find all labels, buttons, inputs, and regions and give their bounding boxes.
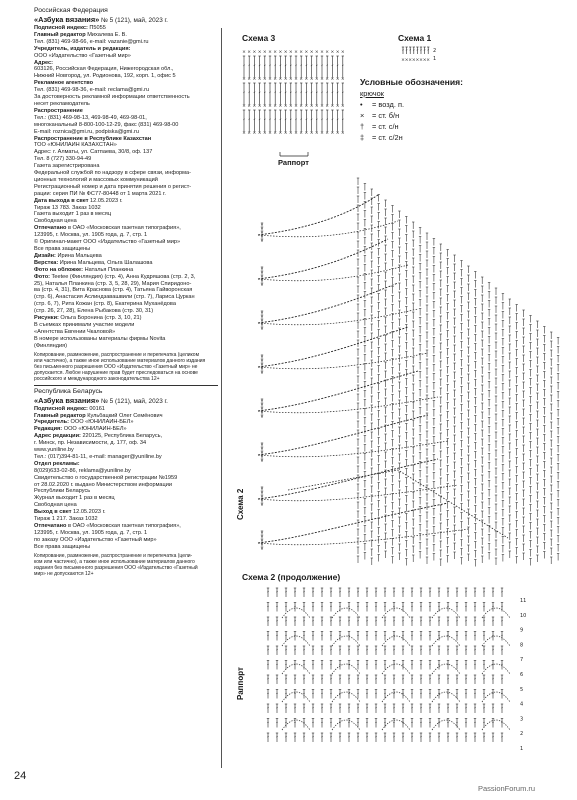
sc-mark: × xyxy=(252,131,257,136)
sc-mark: × xyxy=(304,50,309,55)
sc-mark: × xyxy=(304,77,309,82)
imprint-line: Тираж 13 783. Заказ 1032 xyxy=(34,204,101,211)
imprint-line: Адрес редакции: 220125, Республика Беларусь, xyxy=(34,433,163,440)
legend-symbol: × xyxy=(360,111,365,120)
copyright-line: мир» не допускаются 12+ xyxy=(34,570,94,577)
sc-mark: × xyxy=(330,104,335,109)
imprint-line: Главный редактор Кульбацкий Олег Семёнович xyxy=(34,412,163,419)
legend-symbol: • xyxy=(360,100,363,109)
lace-arc xyxy=(382,608,410,618)
sc-mark: × xyxy=(242,104,246,109)
row-number: 9 xyxy=(520,627,524,634)
sc-mark: × xyxy=(268,104,272,109)
sc-mark: × xyxy=(288,77,293,82)
row-number: 3 xyxy=(520,716,524,723)
sc-mark: × xyxy=(257,131,262,136)
legend-subtitle: крючок xyxy=(360,89,384,98)
imprint-line: Газета зарегистрирована xyxy=(34,163,100,170)
lace-arc xyxy=(432,664,460,674)
sc-mark: × xyxy=(247,104,252,109)
lace-arc xyxy=(332,664,360,674)
sc-mark: × xyxy=(320,50,324,55)
sc-mark: × xyxy=(299,50,304,55)
lace-arc xyxy=(258,283,398,323)
sc-mark: × xyxy=(314,131,319,136)
sc-mark: × xyxy=(299,131,304,136)
legend-text: = возд. п. xyxy=(370,100,404,109)
sc-mark: × xyxy=(330,131,335,136)
imprint-line: Распространение xyxy=(34,107,83,114)
legend-text: = ст. б/н xyxy=(370,111,400,120)
imprint-line: ва (стр. 4, 31), Вита Краснова (стр. 4), Татьяна Гайворонская xyxy=(34,287,193,294)
imprint-line: Отпечатано в ОАО «Московская газетная типография», xyxy=(34,523,181,529)
imprint-line: (стр. 6, 7), Рита Кожан (стр. 8), Екатерина Муханёдова xyxy=(34,301,176,308)
lace-arc xyxy=(482,608,510,618)
imprint-line: Рекламное агентство xyxy=(34,80,94,87)
lace-arc xyxy=(432,692,460,702)
sc-mark: × xyxy=(325,104,330,109)
imprint-line: многоканальный 8-800-100-12-29, факс (831) 469-98-00 xyxy=(34,121,179,128)
sc-mark: × xyxy=(257,50,262,55)
sc-mark: × xyxy=(278,131,283,136)
copyright-line: российского и международного законодательства 12+ xyxy=(34,375,160,382)
imprint-ru-lines xyxy=(34,25,218,350)
sc-mark: × xyxy=(273,104,278,109)
repeat-label-side: Раппорт xyxy=(236,667,245,700)
imprint-line: (стр. 6), Анастасия Аслиндзавашвили (стр. 7), Лариса Цуркан xyxy=(34,294,195,301)
sc-mark: × xyxy=(268,77,272,82)
row-number: 10 xyxy=(520,612,527,619)
sc-mark: × xyxy=(426,58,431,63)
scheme1-title: Схема 1 xyxy=(398,33,432,43)
sc-mark: × xyxy=(278,50,283,55)
sc-mark: × xyxy=(257,77,262,82)
sc-mark: × xyxy=(401,58,405,63)
sc-mark: × xyxy=(340,104,345,109)
sc-mark: × xyxy=(262,50,267,55)
copyright-by xyxy=(34,553,218,577)
sc-mark: × xyxy=(252,77,257,82)
imprint-line: Республики Беларусь xyxy=(34,488,91,495)
imprint-line: 123995, г. Москва, ул. 1905 года, д. 7, стр. 1 xyxy=(34,529,148,536)
copyright-ru xyxy=(34,352,218,382)
imprint-line: Отпечатано в ОАО «Московская газетная типография», xyxy=(34,225,181,232)
imprint-line: За достоверность рекламной информации ответственность xyxy=(34,94,190,101)
scheme3-title: Схема 3 xyxy=(242,33,276,43)
legend-title: Условные обозначения: xyxy=(360,77,463,87)
legend xyxy=(360,77,463,143)
sc-mark: × xyxy=(278,104,283,109)
sc-mark: × xyxy=(304,131,309,136)
sc-mark: × xyxy=(294,104,298,109)
imprint-line: Тел. (831) 469-98-66, e-mail: vazanie@gmi.ru xyxy=(34,38,149,45)
lace-arc xyxy=(382,636,410,646)
imprint-line: (Финляндия) xyxy=(34,342,67,349)
imprint-line: Свободная цена xyxy=(34,218,77,225)
sc-mark: × xyxy=(288,104,293,109)
lace-arc xyxy=(382,720,410,730)
lace-arc xyxy=(258,353,428,369)
sc-mark: × xyxy=(247,77,252,82)
sc-mark: × xyxy=(283,50,288,55)
imprint-line: Рисунки: Ольга Боронина (стр. 3, 10, 21) xyxy=(34,315,142,322)
lace-arc xyxy=(258,397,438,413)
imprint-line: Учредитель, издатель и редакция: xyxy=(34,45,131,52)
imprint-line: Дата выхода в свет 12.05.2023 г. xyxy=(34,197,123,204)
row-number: 1 xyxy=(433,56,437,62)
sc-mark: × xyxy=(314,77,319,82)
lace-arc xyxy=(482,720,510,730)
imprint-column xyxy=(34,6,218,577)
row-number: 6 xyxy=(520,672,524,678)
country-belarus: Республика Беларусь xyxy=(34,387,103,395)
imprint-line: ООО «Издательство «Газетный мир» xyxy=(34,52,131,59)
sc-mark: × xyxy=(283,104,288,109)
sc-mark: × xyxy=(404,58,409,63)
row-number: 4 xyxy=(520,701,524,708)
imprint-line: Фото: Teetee (Финляндия) (стр. 4), Анна Кудряшова (стр. 2, 3, xyxy=(34,273,196,280)
legend-item xyxy=(360,132,463,143)
imprint-line: Тел.: (017)394-81-11, e-mail: manager@yuniline.by xyxy=(34,453,162,460)
imprint-line: Все права защищены xyxy=(34,246,91,252)
imprint-line: несет рекламодатель xyxy=(34,100,90,107)
sc-mark: × xyxy=(268,50,272,55)
sc-mark: × xyxy=(320,77,324,82)
copyright-line: допускается. Любое нарушение прав будет преследоваться на основе xyxy=(34,369,198,376)
imprint-line: Тел. 8 (727) 330-94-49 xyxy=(34,156,92,163)
sc-mark: × xyxy=(335,104,340,109)
sc-mark: × xyxy=(299,104,304,109)
imprint-by-lines xyxy=(34,406,218,551)
sc-mark: × xyxy=(288,50,293,55)
sc-mark: × xyxy=(294,131,298,136)
scheme1-chart xyxy=(398,44,438,70)
sc-mark: × xyxy=(283,131,288,136)
lace-arc xyxy=(482,692,510,702)
sc-mark: × xyxy=(325,50,330,55)
sc-mark: × xyxy=(309,50,314,55)
lace-arc xyxy=(258,529,468,545)
lace-arc xyxy=(332,636,360,646)
imprint-line: Фото на обложке: Наталья Планкина xyxy=(34,266,134,273)
imprint-line: Регистрационный номер и дата принятия решения о регист- xyxy=(34,183,192,190)
imprint-line: Тел.: (831) 469-98-13, 469-98-49, 469-98-01, xyxy=(34,114,147,121)
row-number: 8 xyxy=(520,642,524,649)
lace-arc xyxy=(332,720,360,730)
row-number: 7 xyxy=(520,657,524,664)
legend-items xyxy=(360,99,463,143)
sc-mark: × xyxy=(262,104,267,109)
sc-mark: × xyxy=(268,131,272,136)
sc-mark: × xyxy=(408,58,413,63)
lace-arc xyxy=(288,470,508,538)
imprint-line: 603126, Российская Федерация, Нижегородская обл., xyxy=(34,66,174,73)
imprint-line: Газета выходит 1 раз в месяц xyxy=(34,211,112,218)
lace-arc xyxy=(432,720,460,730)
sc-mark: × xyxy=(257,104,262,109)
divider xyxy=(34,385,218,386)
copyright-line: ком или частично), а также иное использование материалов данного xyxy=(34,558,195,565)
sc-mark: × xyxy=(273,77,278,82)
imprint-line: Все права защищены xyxy=(34,543,91,550)
imprint-line: Адрес: xyxy=(34,59,54,66)
sc-mark: × xyxy=(309,104,314,109)
imprint-line: В съемках принимали участие модели xyxy=(34,321,135,328)
imprint-line: Главный редактор Михалева Е. В. xyxy=(34,31,127,38)
imprint-line: Дизайн: Ирина Мальцева xyxy=(34,252,102,259)
lace-arc xyxy=(258,371,418,411)
imprint-line: Свободная цена xyxy=(34,502,77,509)
copyright-line: Копирование, размножение, распространение и перепечатка (цели- xyxy=(34,552,193,559)
imprint-line: по заказу ООО «Издательство «Газетный мир» xyxy=(34,536,157,543)
watermark: PassionForum.ru xyxy=(478,784,536,793)
sc-mark: × xyxy=(330,50,335,55)
legend-symbol: ‡ xyxy=(360,133,365,142)
copyright-line: или частично), а также иное использование материалов данного издания xyxy=(34,357,206,364)
copyright-line: издания без письменного разрешения ООО «Издательство «Газетный xyxy=(34,564,198,571)
sc-mark: × xyxy=(314,104,319,109)
imprint-line: ТОО «ЮНИЛАЙН КАЗАХСТАН» xyxy=(34,142,117,149)
imprint-line: В номере использованы материалы фирмы Novita xyxy=(34,335,166,342)
sc-mark: × xyxy=(335,50,340,55)
imprint-line: © Оригинал-макет ООО «Издательство «Газетный мир» xyxy=(34,239,181,246)
imprint-line: E-mail: roznica@gmi.ru, podpiska@gmi.ru xyxy=(34,128,139,135)
imprint-line: Свидетельство о государственной регистрации №1959 xyxy=(34,474,178,481)
sc-mark: × xyxy=(335,131,340,136)
lace-arc xyxy=(382,692,410,702)
legend-item xyxy=(360,121,463,132)
scheme2-title: Схема 2 xyxy=(236,488,245,520)
sc-mark: × xyxy=(242,77,246,82)
sc-mark: × xyxy=(340,131,345,136)
legend-text: = ст. с/2н xyxy=(370,133,403,142)
row-number: 5 xyxy=(520,686,524,693)
lace-arc xyxy=(432,608,460,618)
imprint-line: Верстка: Ирина Мальцева, Ольга Шалашова xyxy=(34,259,153,266)
imprint-line: Редакция: ООО «ЮНИЛАЙН-БЕЛ» xyxy=(34,426,127,433)
sc-mark: × xyxy=(304,104,309,109)
lace-arc xyxy=(258,221,398,237)
magazine-title-by: «Азбука вязания» № 5 (121), май, 2023 г. xyxy=(34,395,168,405)
scheme2cont-title: Схема 2 (продолжение) xyxy=(242,572,341,582)
row-number: 11 xyxy=(520,598,527,604)
imprint-line: Тел. (831) 469-98-36, e-mail: reclama@gmi.ru xyxy=(34,87,150,94)
imprint-line: Подписной индекс: 00161 xyxy=(34,405,105,412)
sc-mark: × xyxy=(299,77,304,82)
lace-arc xyxy=(332,608,360,618)
sc-mark: × xyxy=(252,104,257,109)
imprint-line: 25), Наталья Планкина (стр. 3, 5, 28, 29), Мария Спиридоно- xyxy=(34,280,192,287)
row-number: 2 xyxy=(433,48,437,54)
row-number: 2 xyxy=(520,731,524,738)
sc-mark: × xyxy=(314,50,319,55)
imprint-line: www.yuniline.by xyxy=(34,447,74,454)
sc-mark: × xyxy=(242,131,246,136)
lace-arc xyxy=(432,636,460,646)
sc-mark: × xyxy=(262,77,267,82)
lace-arc xyxy=(258,309,418,325)
lace-arc xyxy=(332,692,360,702)
country-russia: Российская Федерация xyxy=(34,7,108,14)
imprint-line: «Агентства Евгении Чкаловой» xyxy=(34,328,116,335)
scheme3-chart xyxy=(240,44,350,159)
sc-mark: × xyxy=(247,50,252,55)
sc-mark: × xyxy=(325,131,330,136)
imprint-line: Журнал выходит 1 раз в месяц xyxy=(34,495,115,502)
sc-mark: × xyxy=(262,131,267,136)
imprint-line: Отдел рекламы: xyxy=(34,460,80,467)
repeat-label-s3: Раппорт xyxy=(278,158,309,167)
column-divider xyxy=(221,28,222,768)
sc-mark: × xyxy=(422,58,427,63)
imprint-line: рации: серия ПИ № ФС77-80448 от 1 марта 2021 г. xyxy=(34,190,166,197)
imprint-line: от 28.02.2020 г. выдано Министерством информации xyxy=(34,481,172,488)
sc-mark: × xyxy=(294,50,298,55)
imprint-line: Учредитель: ООО «ЮНИЛАЙН-БЕЛ» xyxy=(34,419,134,426)
imprint-line: 123995, г. Москва, ул. 1905 года, д. 7, стр. 1 xyxy=(34,232,148,239)
sc-mark: × xyxy=(252,50,257,55)
imprint-line: Адрес: г. Алматы, ул. Сатпаева, 30/8, оф. 137 xyxy=(34,149,153,156)
sc-mark: × xyxy=(278,77,283,82)
sc-mark: × xyxy=(242,50,246,55)
sc-mark: × xyxy=(320,131,324,136)
lace-arc xyxy=(258,239,388,279)
imprint-line: Распространение в Республике Казахстан xyxy=(34,135,152,142)
sc-mark: × xyxy=(273,131,278,136)
sc-mark: × xyxy=(309,77,314,82)
lace-arc xyxy=(258,415,428,455)
imprint-line: Выход в свет 12.05.2023 г. xyxy=(34,509,106,516)
sc-mark: × xyxy=(288,131,293,136)
sc-mark: × xyxy=(325,77,330,82)
imprint-line: (стр. 26, 27, 28), Елена Рыбакова (стр. 30, 31) xyxy=(34,308,154,315)
legend-symbol: † xyxy=(360,122,365,131)
page-number: 24 xyxy=(14,770,27,782)
lace-arc xyxy=(482,636,510,646)
imprint-line: Нижний Новгород, ул. Родионова, 192, корп. 1, офис 5 xyxy=(34,73,176,80)
sc-mark: × xyxy=(320,104,324,109)
legend-item xyxy=(360,110,463,121)
imprint-line: Тираж 1 217. Заказ 1032 xyxy=(34,516,98,523)
sc-mark: × xyxy=(335,77,340,82)
scheme2-chart xyxy=(248,160,568,570)
legend-text: = ст. с/н xyxy=(370,122,399,131)
copyright-line: без письменного разрешения ООО «Издательство «Газетный мир» не xyxy=(34,363,198,370)
imprint-line: 8(029)633-02-86, reklama@yuniline.by xyxy=(34,467,131,474)
row-number: 1 xyxy=(520,746,524,752)
sc-mark: × xyxy=(273,50,278,55)
sc-mark: × xyxy=(330,77,335,82)
magazine-title-ru: «Азбука вязания» № 5 (121), май, 2023 г. xyxy=(34,15,168,24)
sc-mark: × xyxy=(415,58,420,63)
sc-mark: × xyxy=(411,58,416,63)
copyright-line: Копирование, размножение, распространение и перепечатка (целиком xyxy=(34,351,200,358)
lace-arc xyxy=(258,195,378,235)
imprint-line: г. Минск, пр. Независимости, д. 177, оф. 34 xyxy=(34,440,147,447)
lace-arc xyxy=(382,664,410,674)
lace-arc xyxy=(482,664,510,674)
sc-mark: × xyxy=(340,77,345,82)
sc-mark: × xyxy=(309,131,314,136)
imprint-line: Подписной индекс: П5055 xyxy=(34,25,106,31)
imprint-line: Федеральной службой по надзору в сфере связи, информа- xyxy=(34,170,191,177)
sc-mark: × xyxy=(247,131,252,136)
imprint-line: ционных технологий и массовых коммуникаций xyxy=(34,176,158,183)
sc-mark: × xyxy=(340,50,345,55)
scheme2cont-chart xyxy=(262,584,532,756)
sc-mark: × xyxy=(283,77,288,82)
lace-arc xyxy=(258,503,448,543)
sc-mark: × xyxy=(294,77,298,82)
sc-mark: × xyxy=(419,58,423,63)
legend-item xyxy=(360,99,463,110)
